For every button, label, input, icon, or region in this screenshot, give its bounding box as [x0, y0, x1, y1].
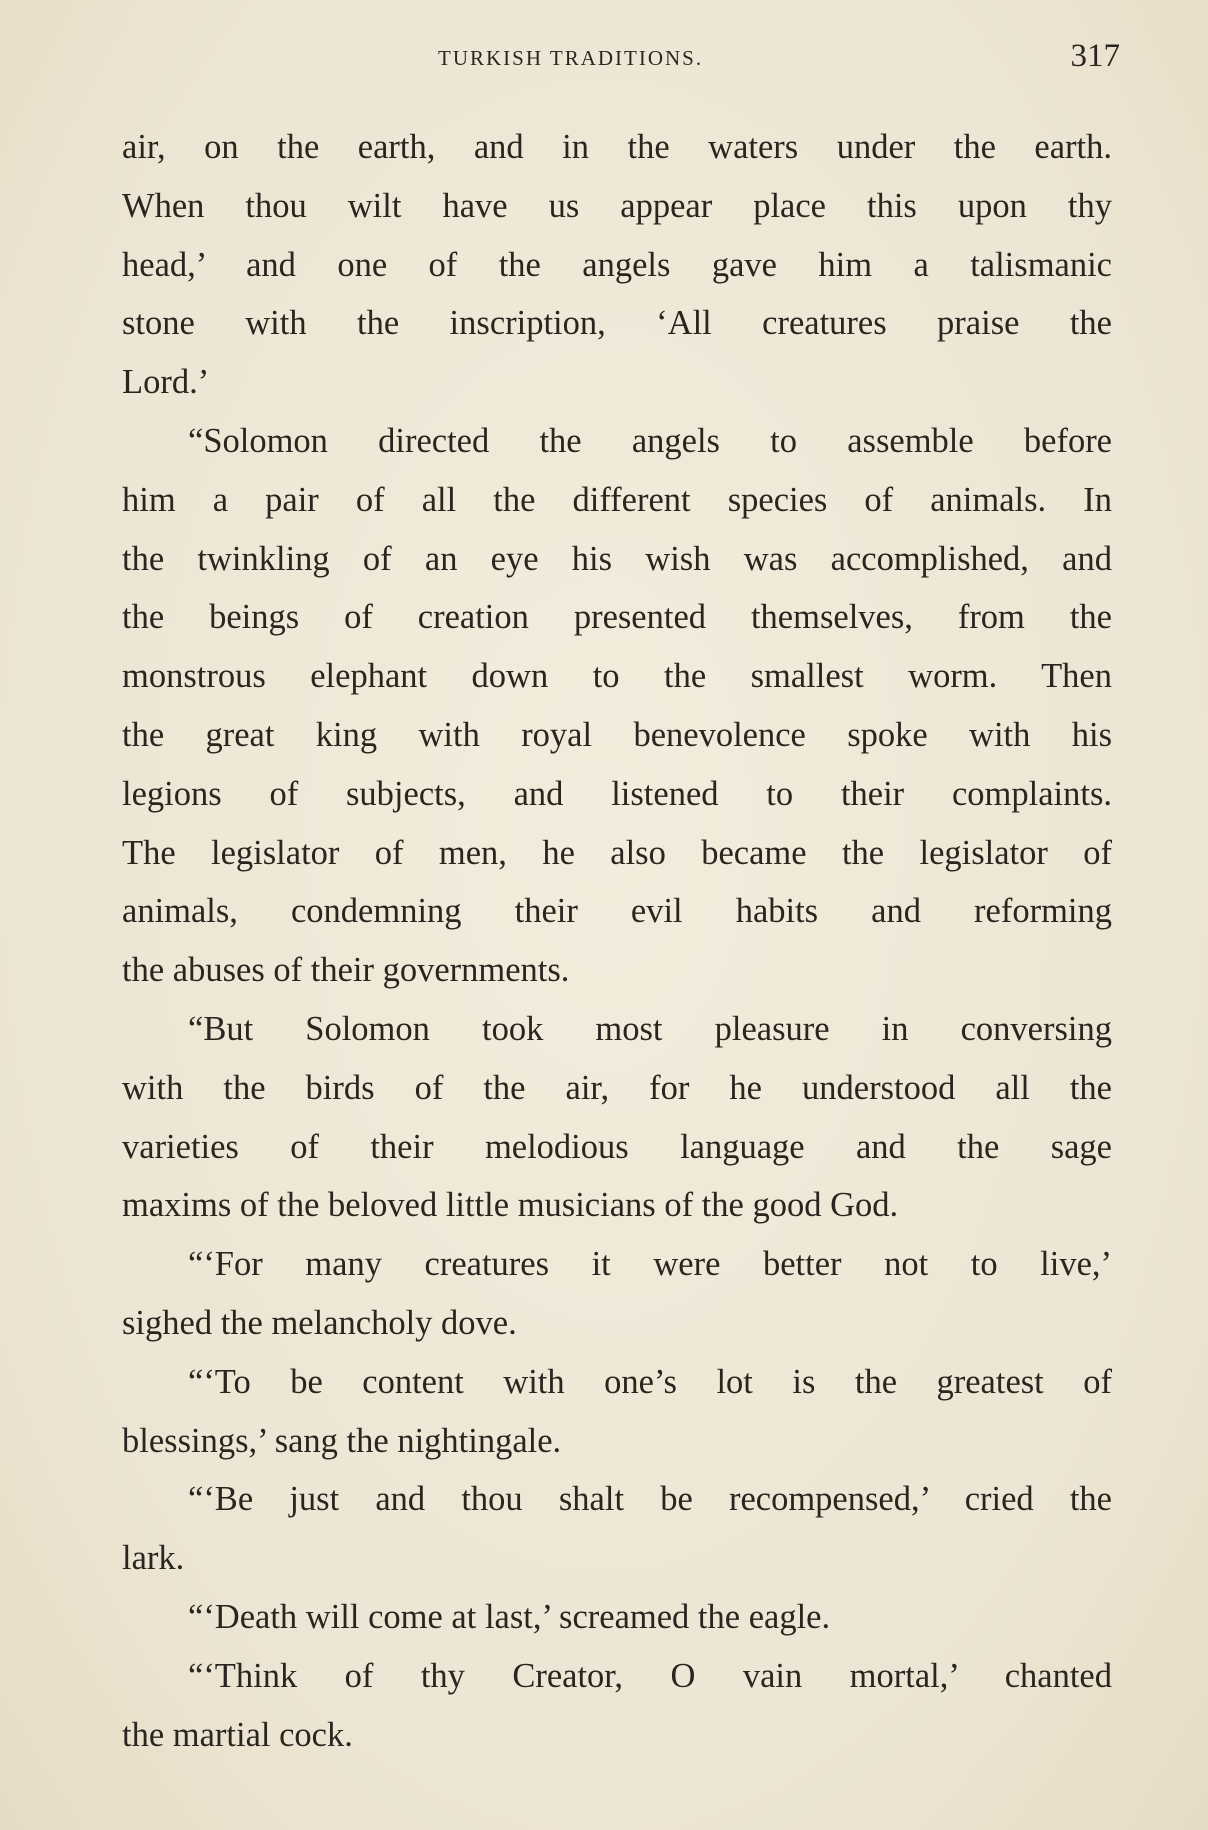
text-line: the abuses of their governments.: [122, 951, 570, 990]
text-line: the twinkling of an eye his wish was accomplished, and: [122, 539, 1112, 578]
text-line: The legislator of men, he also became the legislator of: [122, 833, 1112, 872]
text-line: him a pair of all the different species of animals. In: [122, 480, 1112, 519]
text-line: monstrous elephant down to the smallest worm. Then: [122, 657, 1112, 696]
text-line: the beings of creation presented themselves, from the: [122, 598, 1112, 637]
text-line: blessings,’ sang the nightingale.: [122, 1421, 562, 1460]
running-head: [120, 38, 1120, 86]
text-line: “‘Be just and thou shalt be recompensed,’ cried the: [188, 1480, 1112, 1519]
text-line: lark.: [122, 1539, 185, 1578]
body-text: [122, 118, 1112, 1764]
text-line: sighed the melancholy dove.: [122, 1303, 517, 1342]
text-line: varieties of their melodious language and the sage: [122, 1127, 1112, 1166]
running-title: TURKISH TRADITIONS.: [438, 46, 704, 70]
text-line: animals, condemning their evil habits and reforming: [122, 892, 1112, 931]
text-line: head,’ and one of the angels gave him a talismanic: [122, 245, 1112, 284]
text-line: the martial cock.: [122, 1715, 353, 1754]
text-line: legions of subjects, and listened to their complaints.: [122, 774, 1112, 813]
text-line: the great king with royal benevolence spoke with his: [122, 715, 1112, 754]
page-number: 317: [1070, 38, 1120, 74]
text-line: maxims of the beloved little musicians of the good God.: [122, 1186, 899, 1225]
text-line: with the birds of the air, for he understood all the: [122, 1068, 1112, 1107]
text-line: “‘Death will come at last,’ screamed the eagle.: [188, 1597, 831, 1636]
text-line: “‘Think of thy Creator, O vain mortal,’ chanted: [188, 1656, 1112, 1695]
text-line: “Solomon directed the angels to assemble before: [188, 421, 1112, 460]
text-line: When thou wilt have us appear place this upon thy: [122, 186, 1112, 225]
text-line: “But Solomon took most pleasure in conversing: [188, 1009, 1112, 1048]
text-line: “‘For many creatures it were better not to live,’: [188, 1245, 1112, 1284]
text-line: Lord.’: [122, 363, 210, 402]
text-line: air, on the earth, and in the waters under the earth.: [122, 128, 1112, 166]
text-line: “‘To be content with one’s lot is the greatest of: [188, 1362, 1112, 1401]
text-line: stone with the inscription, ‘All creatures praise the: [122, 304, 1112, 343]
